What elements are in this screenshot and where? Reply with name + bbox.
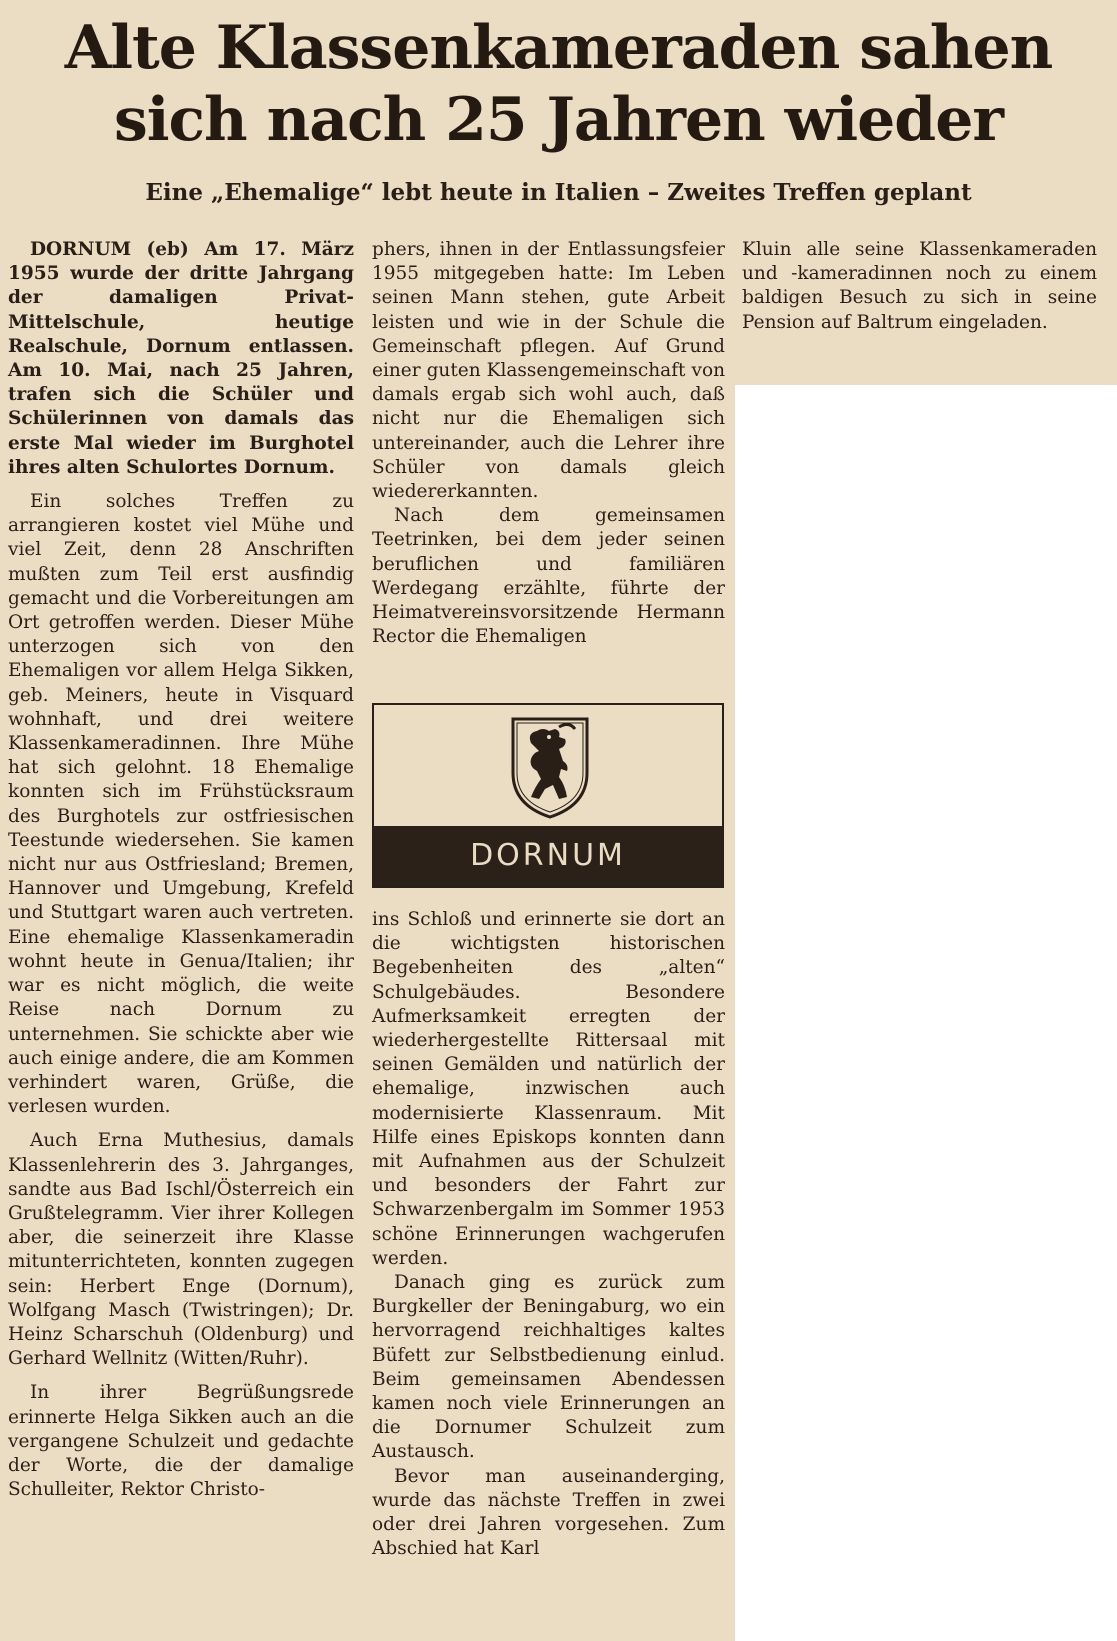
headline-line-1: Alte Klassenkameraden sahen: [64, 13, 1053, 83]
column-2-bottom: [372, 908, 725, 1561]
paragraph: Danach ging es zurück zum Burgkeller der Beningaburg, wo ein hervorragend reichhaltiges kaltes Büfett zur Selbstbedienung einlud. Beim gemeinsamen Abendessen kamen noch viele Erinnerungen an die Dornumer Schulzeit zum Austausch.: [372, 1272, 725, 1463]
paragraph: Ein solches Treffen zu arrangieren kostet viel Mühe und viel Zeit, denn 28 Anschriften mußten zum Teil erst ausfindig gemacht und die Vorbereitungen am Ort getroffen werden. Dieser Mühe unterzogen sich von den Ehemaligen vor allem Helga Sikken, geb. Meiners, heute in Visquard wohnhaft, und drei weitere Klassenkameradinnen. Ihre Mühe hat sich gelohnt. 18 Ehemalige konnten sich im Frühstücksraum des Burghotels zur ostfriesischen Teestunde wiedersehen. Sie kamen nicht nur aus Ostfriesland; Bremen, Hannover und Umgebung, Krefeld und Stuttgart waren auch vertreten. Eine ehemalige Klassenkameradin wohnt heute in Genua/Italien; ihr war es nicht möglich, die weite Reise nach Dornum zu unternehmen. Sie schickte aber wie auch einige andere, die am Kommen verhindert waren, Grüße, die verlesen wurden.: [8, 491, 354, 1118]
headline-line-2: sich nach 25 Jahren wieder: [113, 85, 1004, 155]
logo-banner: DORNUM: [374, 826, 722, 886]
column-1: [8, 238, 354, 1502]
subheadline: Eine „Ehemalige“ lebt heute in Italien – Zweites Treffen geplant: [145, 179, 972, 206]
column-2-top: [372, 238, 725, 649]
paragraph: Kluin alle seine Klassenkameraden und -kameradinnen noch zu einem baldigen Besuch zu sich in seine Pension auf Baltrum eingeladen.: [742, 239, 1097, 333]
paragraph: In ihrer Begrüßungsrede erinnerte Helga Sikken auch an die vergangene Schulzeit und gedachte der Worte, die der damalige Schulleiter, Rektor Christo-: [8, 1382, 354, 1501]
dornum-logo: [372, 703, 724, 888]
bear-coat-of-arms-icon: [509, 713, 591, 821]
paragraph: Auch Erna Muthesius, damals Klassenlehrerin des 3. Jahrganges, sandte aus Bad Ischl/Österreich ein Grußtelegramm. Vier ihrer Kollegen aber, die seinerzeit ihre Klasse mitunterrichteten, konnten zugegen sein: Herbert Enge (Dornum), Wolfgang Masch (Twistringen); Dr. Heinz Scharschuh (Oldenburg) und Gerhard Wellnitz (Witten/Ruhr).: [8, 1130, 354, 1370]
paragraph: ins Schloß und erinnerte sie dort an die wichtigsten historischen Begebenheiten des „alten“ Schulgebäudes. Besondere Aufmerksamkeit erregten der wiederhergestellte Rittersaal mit seinen Gemälden und natürlich der ehemalige, inzwischen auch modernisierte Klassenraum. Mit Hilfe eines Episkops konnten dann mit Aufnahmen aus der Schulzeit und besonders der Fahrt zur Schwarzenbergalm im Sommer 1953 schöne Erinnerungen wachgerufen werden.: [372, 909, 725, 1269]
column-3: [742, 238, 1097, 335]
headline: [0, 12, 1117, 156]
paragraph: Nach dem gemeinsamen Teetrinken, bei dem jeder seinen beruflichen und familiären Werdegang erzählte, führte der Heimatvereinsvorsitzende Hermann Rector die Ehemaligen: [372, 505, 725, 648]
paragraph: phers, ihnen in der Entlassungsfeier 1955 mitgegeben hatte: Im Leben seinen Mann stehen, gute Arbeit leisten und wie in der Schule die Gemeinschaft pflegen. Auf Grund einer guten Klassengemeinschaft von damals ergab sich wohl auch, daß nicht nur die Ehemaligen sich untereinander, auch die Lehrer ihre Schüler von damals gleich wiedererkannten.: [372, 239, 725, 503]
lead-paragraph: DORNUM (eb) Am 17. März 1955 wurde der dritte Jahrgang der damaligen Privat-Mittelschule, heutige Realschule, Dornum entlassen. Am 10. Mai, nach 25 Jahren, trafen sich die Schüler und Schülerinnen von damals das erste Mal wieder im Burghotel ihres alten Schulortes Dornum.: [8, 239, 354, 478]
paragraph: Bevor man auseinanderging, wurde das nächste Treffen in zwei oder drei Jahren vorgesehen. Zum Abschied hat Karl: [372, 1465, 725, 1560]
